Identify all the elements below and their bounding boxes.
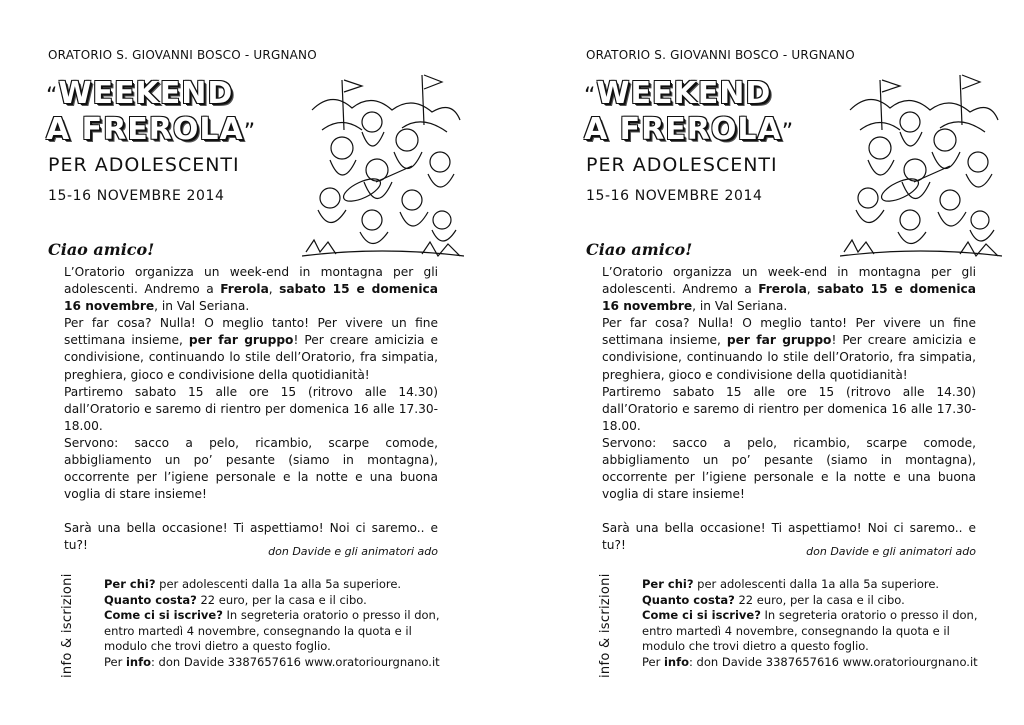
info-who: Per chi? per adolescenti dalla 1a alla 5a superiore. xyxy=(642,577,940,591)
body-text xyxy=(602,264,976,555)
paragraph-intro: L’Oratorio organizza un week-end in montagna per gli adolescenti. Andremo a Frerola, sabato 15 e domenica 16 novembre, in Val Seriana. xyxy=(64,265,438,314)
paragraph-equipment: Servono: sacco a pelo, ricambio, scarpe comode, abbigliamento un po’ pesante (siamo in montagna), occorrente per l’igiene personale e la notte e una buona voglia di stare insieme! xyxy=(602,435,976,502)
quote-close: ” xyxy=(243,120,257,145)
flyer-right xyxy=(538,0,1024,725)
info-label-vertical: info & iscrizioni xyxy=(598,573,613,678)
organization-name: ORATORIO S. GIOVANNI BOSCO - URGNANO xyxy=(586,48,855,62)
info-box xyxy=(104,577,444,671)
info-contact: Per info: don Davide 3387657616 www.oratoriourgnano.it xyxy=(104,654,440,669)
paragraph-closing: Sarà una bella occasione! Ti aspettiamo! Noi ci saremo.. e tu?! xyxy=(602,521,976,553)
info-label-vertical: info & iscrizioni xyxy=(60,573,75,678)
info-enroll: Come ci si iscrive? In segreteria oratorio o presso il don, entro martedì 4 novembre, consegnando la quota e il modulo che trovi dietro a questo foglio. xyxy=(104,608,440,654)
paragraph-intro: L’Oratorio organizza un week-end in montagna per gli adolescenti. Andremo a Frerola, sabato 15 e domenica 16 novembre, in Val Seriana. xyxy=(602,265,976,314)
signature: don Davide e gli animatori ado xyxy=(268,545,438,558)
group-of-teens-camping-illustration xyxy=(302,70,464,260)
info-cost: Quanto costa? 22 euro, per la casa e il cibo. xyxy=(104,592,367,607)
title-frerola: A FREROLA xyxy=(46,112,244,147)
event-date: 15-16 NOVEMBRE 2014 xyxy=(586,188,763,204)
paragraph-departure: Partiremo sabato 15 alle ore 15 (ritrovo alle 14.30) dall’Oratorio e saremo di rientro per domenica 16 alle 17.30-18.00. xyxy=(64,384,438,433)
greeting: Ciao amico! xyxy=(586,240,693,259)
paragraph-departure: Partiremo sabato 15 alle ore 15 (ritrovo alle 14.30) dall’Oratorio e saremo di rientro per domenica 16 alle 17.30-18.00. xyxy=(602,384,976,433)
title-weekend: WEEKEND xyxy=(58,76,234,111)
info-box xyxy=(642,577,982,671)
body-text xyxy=(64,264,438,555)
title-line-2 xyxy=(46,112,256,147)
info-who: Per chi? per adolescenti dalla 1a alla 5a superiore. xyxy=(104,577,402,591)
quote-close: ” xyxy=(781,120,795,145)
quote-open: “ xyxy=(584,84,597,109)
subtitle: PER ADOLESCENTI xyxy=(586,154,778,176)
title-frerola: A FREROLA xyxy=(584,112,782,147)
paragraph-why: Per far cosa? Nulla! O meglio tanto! Per vivere un fine settimana insieme, per far gruppo! Per creare amicizia e condivisione, continuando lo stile dell’Oratorio, fra simpatia, preghiera, gioco e condivisione della quotidianità! xyxy=(602,316,976,382)
quote-open: “ xyxy=(46,84,59,109)
info-cost: Quanto costa? 22 euro, per la casa e il cibo. xyxy=(642,592,905,607)
subtitle: PER ADOLESCENTI xyxy=(48,154,240,176)
title-line-1 xyxy=(46,76,233,111)
signature: don Davide e gli animatori ado xyxy=(806,545,976,558)
title-line-1 xyxy=(584,76,771,111)
paragraph-why: Per far cosa? Nulla! O meglio tanto! Per vivere un fine settimana insieme, per far gruppo! Per creare amicizia e condivisione, continuando lo stile dell’Oratorio, fra simpatia, preghiera, gioco e condivisione della quotidianità! xyxy=(64,316,438,382)
info-enroll: Come ci si iscrive? In segreteria oratorio o presso il don, entro martedì 4 novembre, consegnando la quota e il modulo che trovi dietro a questo foglio. xyxy=(642,608,978,654)
info-contact: Per info: don Davide 3387657616 www.oratoriourgnano.it xyxy=(642,654,978,669)
paragraph-equipment: Servono: sacco a pelo, ricambio, scarpe comode, abbigliamento un po’ pesante (siamo in montagna), occorrente per l’igiene personale e la notte e una buona voglia di stare insieme! xyxy=(64,435,438,502)
paragraph-closing: Sarà una bella occasione! Ti aspettiamo! Noi ci saremo.. e tu?! xyxy=(64,521,438,553)
title-line-2 xyxy=(584,112,794,147)
title-weekend: WEEKEND xyxy=(596,76,772,111)
event-date: 15-16 NOVEMBRE 2014 xyxy=(48,188,225,204)
organization-name: ORATORIO S. GIOVANNI BOSCO - URGNANO xyxy=(48,48,317,62)
group-of-teens-camping-illustration xyxy=(840,70,1002,260)
greeting: Ciao amico! xyxy=(48,240,155,259)
